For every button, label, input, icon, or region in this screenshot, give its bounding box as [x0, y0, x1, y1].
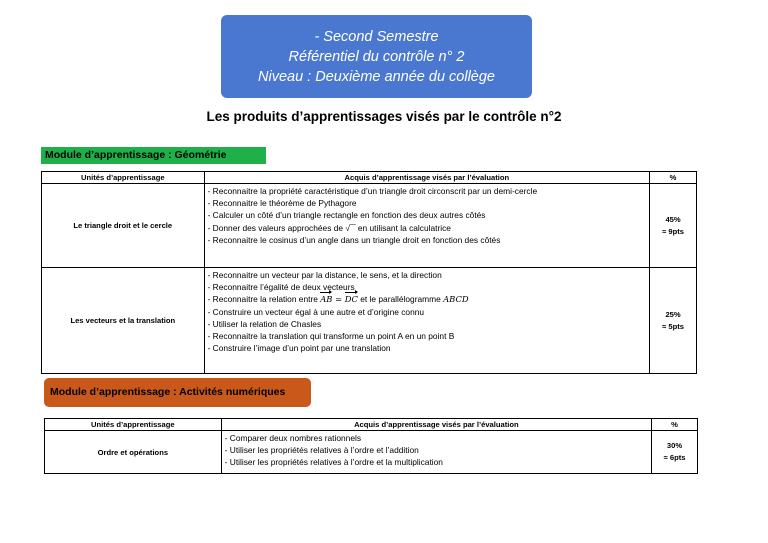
pts-value: ≈ 6pts [663, 453, 686, 462]
acquis-cell [204, 268, 650, 374]
header-line-1: - Second Semestre [314, 29, 439, 45]
col-header-acquis: Acquis d’apprentissage visés par l’évaluation [204, 172, 650, 184]
geometry-table [41, 171, 697, 374]
list-item: - Comparer deux nombres rationnels [224, 433, 362, 443]
list-item: - Donner des valeurs approchées de √‾‾ en utilisant la calculatrice [207, 222, 451, 233]
pct-value: 45% [665, 214, 681, 224]
col-header-unit: Unités d’apprentissage [42, 172, 205, 184]
module-geometry-label: Module d’apprentissage : Géométrie [41, 147, 266, 164]
col-header-pct: % [650, 172, 697, 184]
list-item: - Construire un vecteur égal à une autre et d’origine connu [207, 306, 425, 317]
list-item-vector-relation [208, 293, 648, 305]
col-header-unit: Unités d’apprentissage [45, 419, 222, 431]
list-item: - Utiliser les propriétés relatives à l’ordre et la multiplication [224, 457, 443, 468]
list-item: - Reconnaitre la translation qui transforme un point A en un point B [207, 331, 455, 342]
vector-dc: DC [344, 294, 358, 305]
table-row [45, 431, 698, 474]
header-line-2: Référentiel du contrôle n° 2 [288, 49, 465, 65]
relation-equals: = [332, 294, 345, 305]
relation-prefix: - Reconnaitre la relation entre [207, 294, 321, 305]
list-item: - Reconnaitre le cosinus d’un angle dans un triangle droit en fonction des côtés [207, 234, 501, 245]
parallelogram-name: ABCD [443, 294, 469, 305]
pts-value: ≈ 5pts [662, 321, 684, 331]
pct-cell [650, 184, 697, 268]
unit-cell: Ordre et opérations [45, 431, 222, 474]
list-item: - Reconnaitre le théorème de Pythagore [207, 198, 357, 209]
list-item: - Utiliser la relation de Chasles [207, 318, 322, 329]
header-line-3: Niveau : Deuxième année du collège [258, 69, 495, 85]
pct-value: 25% [665, 309, 681, 319]
unit-cell: Les vecteurs et la translation [42, 268, 205, 374]
col-header-acquis: Acquis d’apprentissage visés par l’évaluation [221, 419, 651, 431]
list-item: - Reconnaitre un vecteur par la distance, le sens, et la direction [207, 270, 442, 280]
unit-cell: Le triangle droit et le cercle [42, 184, 205, 268]
table-row [42, 268, 697, 374]
vector-ab: AB [320, 294, 333, 305]
col-header-pct: % [652, 419, 698, 431]
pct-value: 30% [666, 441, 683, 450]
table-row [42, 184, 697, 268]
pct-cell [652, 431, 698, 474]
header-banner [221, 15, 532, 98]
list-item: - Utiliser les propriétés relatives à l’ordre et l’addition [224, 445, 419, 456]
numeric-table [44, 418, 698, 474]
pct-cell [650, 268, 697, 374]
list-item: - Reconnaitre l’égalité de deux vecteurs [207, 282, 355, 293]
table-header-row [42, 172, 697, 184]
page-title: Les produits d’apprentissages visés par le contrôle n°2 [206, 109, 562, 124]
relation-mid: et le parallélogramme [357, 294, 444, 305]
list-item: - Reconnaitre la propriété caractéristique d’un triangle droit circonscrit par un demi-cercle [207, 186, 538, 196]
acquis-cell [204, 184, 650, 268]
list-item: - Calculer un côté d’un triangle rectangle en fonction des deux autres côtés [207, 210, 486, 221]
module-numeric-label: Module d’apprentissage : Activités numériques [44, 378, 311, 407]
table-header-row [45, 419, 698, 431]
pts-value: ≈ 9pts [662, 226, 684, 236]
list-item: - Construire l’image d’un point par une translation [207, 343, 391, 354]
acquis-cell [221, 431, 651, 474]
